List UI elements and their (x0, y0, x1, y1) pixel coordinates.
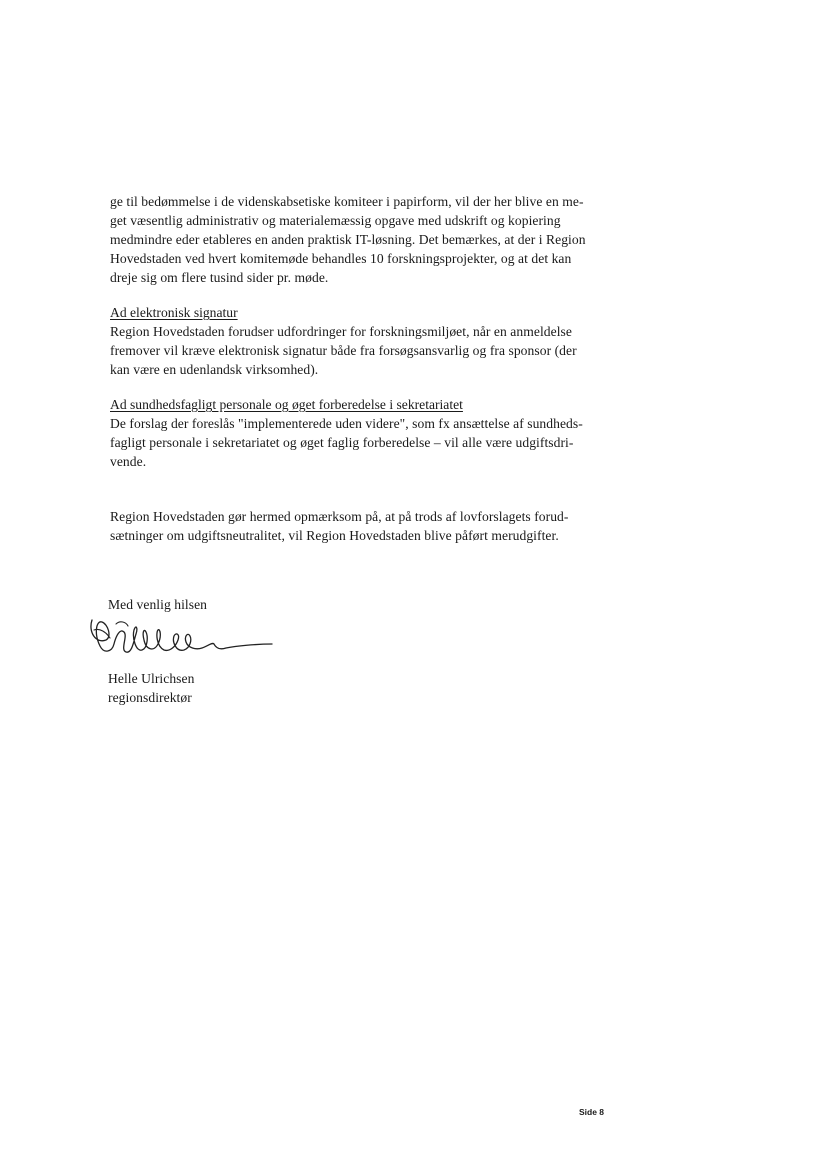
section-line: fremover vil kræve elektronisk signatur både fra forsøgsansvarlig og fra sponsor (der (110, 343, 577, 358)
intro-line: medmindre eder etableres en anden praktisk IT-løsning. Det bemærkes, at der i Region (110, 232, 586, 247)
conclusion-line: sætninger om udgiftsneutralitet, vil Region Hovedstaden blive påført merudgifter. (110, 528, 559, 543)
section-line: vende. (110, 454, 147, 469)
section-line: fagligt personale i sekretariatet og øget faglig forberedelse – vil alle være udgiftsdri- (110, 435, 574, 450)
intro-line: ge til bedømmelse i de videnskabsetiske komiteer i papirform, vil der her blive en me- (110, 194, 584, 209)
section-line: Region Hovedstaden forudser udfordringer for forskningsmiljøet, når en anmeldelse (110, 324, 572, 339)
intro-line: get væsentlig administrativ og materialemæssig opgave med udskrift og kopiering (110, 213, 561, 228)
intro-line: Hovedstaden ved hvert komitemøde behandles 10 forskningsprojekter, og at det kan (110, 251, 572, 266)
closing-greeting: Med venlig hilsen (108, 597, 208, 612)
section-line: De forslag der foreslås "implementerede uden videre", som fx ansættelse af sundheds- (110, 416, 583, 431)
signer-title: regionsdirektør (108, 690, 192, 705)
signer-name: Helle Ulrichsen (108, 671, 195, 686)
section-line: kan være en udenlandsk virksomhed). (110, 362, 319, 377)
page-number: Side 8 (579, 1107, 605, 1117)
section-heading: Ad sundhedsfagligt personale og øget forberedelse i sekretariatet (110, 397, 463, 412)
section-heading: Ad elektronisk signatur (110, 305, 238, 320)
handwritten-signature-icon (86, 610, 276, 666)
intro-line: dreje sig om flere tusind sider pr. møde. (110, 270, 329, 285)
conclusion-line: Region Hovedstaden gør hermed opmærksom på, at på trods af lovforslagets forud- (110, 509, 569, 524)
